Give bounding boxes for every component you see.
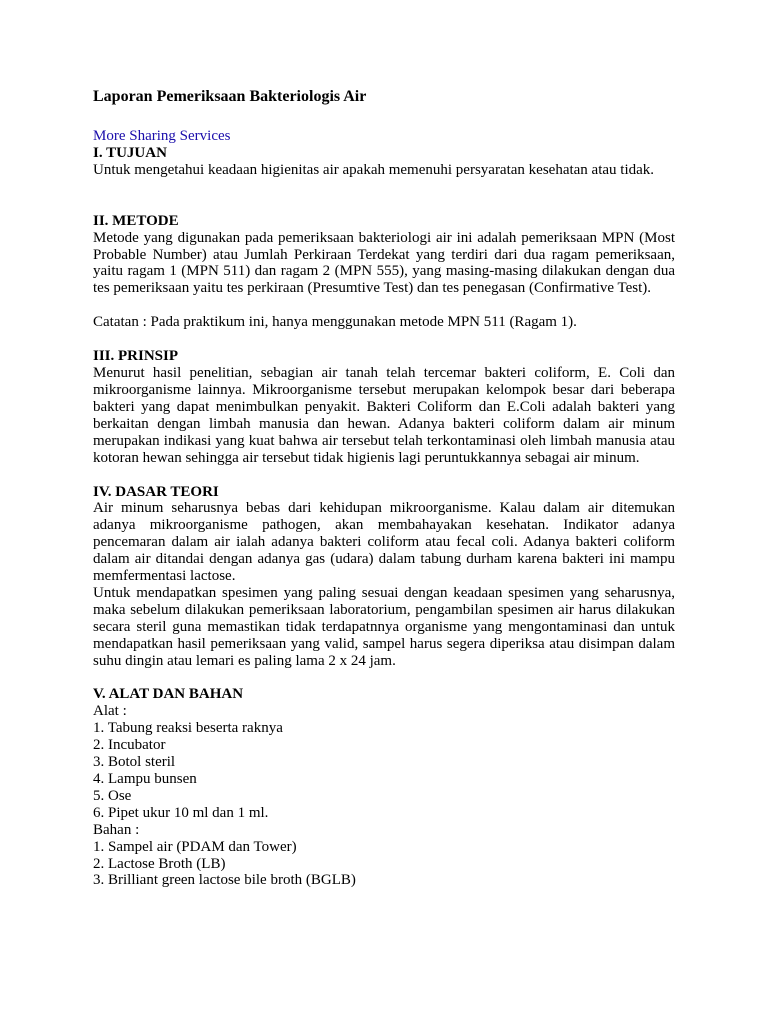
bahan-item: 1. Sampel air (PDAM dan Tower) bbox=[93, 838, 297, 855]
bahan-item: 2. Lactose Broth (LB) bbox=[93, 855, 226, 872]
dasar-teori-text-2: Untuk mendapatkan spesimen yang paling sesuai dengan keadaan spesimen yang seharusnya, maka sebelum dilakukan pemeriksaan laboratorium, pengambilan spesimen air harus dilakukan secara steril guna memastikan tidak terdapatnnya organisme yang mengontaminasi dan untuk mendapatkan hasil pemeriksaan yang valid, sampel harus segera diperiksa atau disimpan dalam suhu dingin atau lemari es paling lama 2 x 24 jam. bbox=[93, 584, 675, 669]
section-heading-metode: II. METODE bbox=[93, 212, 179, 229]
alat-item: 3. Botol steril bbox=[93, 754, 176, 771]
bahan-item: 3. Brilliant green lactose bile broth (BGLB) bbox=[93, 872, 356, 889]
section-heading-prinsip: III. PRINSIP bbox=[93, 348, 179, 365]
bahan-label: Bahan : bbox=[93, 821, 140, 838]
alat-label: Alat : bbox=[93, 703, 127, 720]
prinsip-text: Menurut hasil penelitian, sebagian air tanah telah tercemar bakteri coliform, E. Coli dan mikroorganisme lainnya. Mikroorganisme tersebut merupakan kelompok besar dari beberapa bakteri yang dapat menimbulkan penyakit. Bakteri Coliform dan E.Coli adalah bakteri yang berkaitan dengan limbah manusia dan hewan. Adanya bakteri coliform dalam air minum merupakan indikasi yang kuat bahwa air tersebut telah terkontaminasi oleh limbah manusia atau kotoran hewan sehingga air tersebut tidak higienis lagi peruntukkannya sebagai air minum. bbox=[93, 365, 675, 466]
section-heading-tujuan: I. TUJUAN bbox=[93, 144, 167, 161]
alat-item: 4. Lampu bunsen bbox=[93, 771, 197, 787]
document-title: Laporan Pemeriksaan Bakteriologis Air bbox=[93, 88, 367, 105]
metode-text: Metode yang digunakan pada pemeriksaan bakteriologi air ini adalah pemeriksaan MPN (Most Probable Number) atau Jumlah Perkiraan Terdekat yang terdiri dari dua ragam pemeriksaan, yaitu ragam 1 (MPN 511) dan ragam 2 (MPN 555), yang masing-masing dilakukan dengan dua tes pemeriksaan yaitu tes perkiraan (Presumtive Test) dan tes penegasan (Confirmative Test). bbox=[93, 229, 675, 297]
more-sharing-services-link[interactable]: More Sharing Services bbox=[93, 128, 231, 144]
metode-note: Catatan : Pada praktikum ini, hanya menggunakan metode MPN 511 (Ragam 1). bbox=[93, 314, 577, 331]
alat-item: 5. Ose bbox=[93, 787, 132, 804]
alat-item: 6. Pipet ukur 10 ml dan 1 ml. bbox=[93, 804, 269, 821]
alat-item: 1. Tabung reaksi beserta raknya bbox=[93, 720, 283, 737]
dasar-teori-text-1: Air minum seharusnya bebas dari kehidupan mikroorganisme. Kalau dalam air ditemukan adanya mikroorganisme pathogen, akan membahayakan kesehatan. Indikator adanya pencemaran dalam air ialah adanya bakteri coliform atau fecal coli. Adanya bakteri coliform dalam air ditandai dengan adanya gas (udara) dalam tabung durham karena bakteri ini mampu memfermentasi lactose. bbox=[93, 500, 675, 585]
section-heading-alat-bahan: V. ALAT DAN BAHAN bbox=[93, 686, 244, 703]
tujuan-text: Untuk mengetahui keadaan higienitas air apakah memenuhi persyaratan kesehatan atau tidak. bbox=[93, 161, 655, 178]
document-page bbox=[93, 87, 675, 889]
section-heading-dasar-teori: IV. DASAR TEORI bbox=[93, 483, 219, 500]
alat-item: 2. Incubator bbox=[93, 737, 166, 754]
